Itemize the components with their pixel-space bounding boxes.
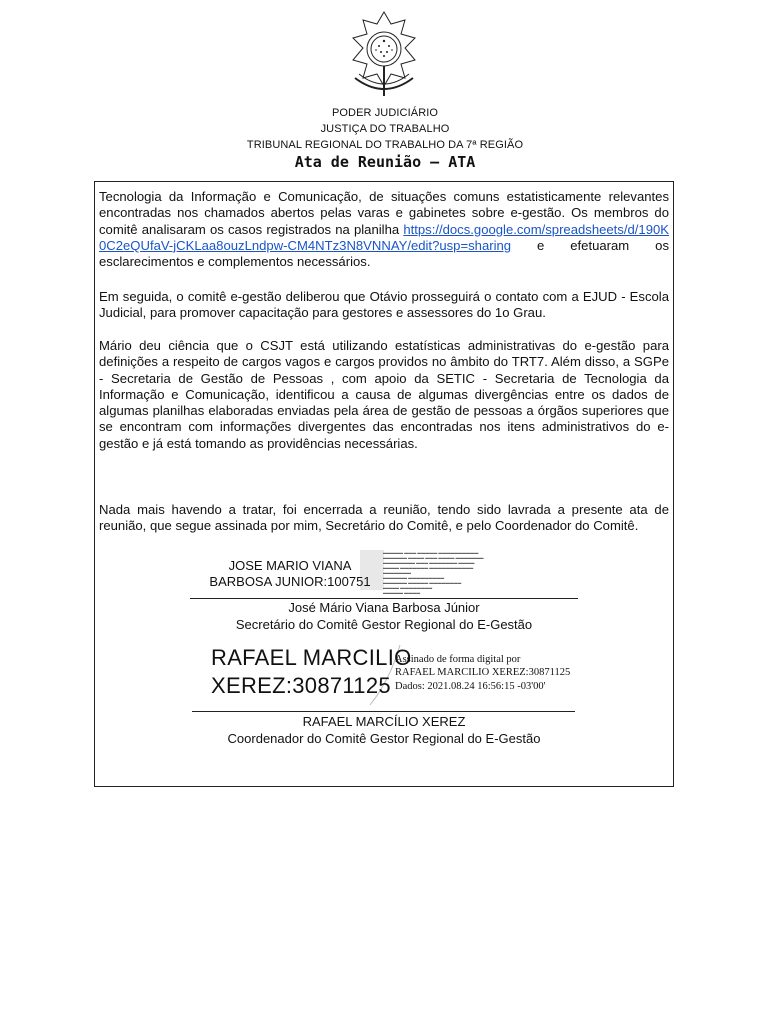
republic-coat-of-arms-seal — [345, 8, 423, 100]
signer-1-digital-name — [200, 558, 380, 590]
signer-1-name: José Mário Viana Barbosa Júnior — [288, 600, 480, 615]
header-judiciary: PODER JUDICIÁRIO — [331, 107, 439, 119]
signer-2-signature-line1: RAFAEL MARCILIO — [211, 645, 412, 670]
spreadsheet-link[interactable]: https://docs.google.com/spreadsheets/d/190K0C2eQUfaV-jCKLaa8ouzLndpw-CM4NTz3N8VNNAY/edit?usp=sharing — [99, 221, 669, 253]
paragraph-1-text: Tecnologia da Informação e Comunicação, de situações comuns estatisticamente relevantes encontradas nos chamados abertos pelas varas e gabinetes sobre e-gestão. Os membros do comitê analisaram os casos registrados na planilha — [99, 189, 669, 237]
paragraph-1-tail: e efetuaram os esclarecimentos e complementos necessários. — [99, 237, 669, 270]
signature-line-1 — [190, 598, 578, 599]
header-labor-justice: JUSTIÇA DO TRABALHO — [320, 123, 450, 135]
signer-1-name-line2: BARBOSA JUNIOR:100751 — [209, 574, 371, 589]
signer-2-name: RAFAEL MARCÍLIO XEREZ — [302, 714, 466, 729]
signer-1-name-line1: JOSE MARIO VIANA — [228, 558, 352, 573]
signer-1-role: Secretário do Comitê Gestor Regional do E-Gestão — [235, 617, 533, 632]
signer-2-role: Coordenador do Comitê Gestor Regional do E-Gestão — [227, 731, 541, 746]
paragraph-2: Em seguida, o comitê e-gestão deliberou que Otávio prosseguirá o contato com a EJUD - Escola Judicial, para promover capacitação para gestores e assessores do 1o Grau. — [99, 289, 669, 321]
signature-line-2 — [192, 711, 575, 712]
paragraph-3: Mário deu ciência que o CSJT está utilizando estatísticas administrativas do e-gestão para definições a respeito de cargos vagos e cargos providos no âmbito do TRT7. Além disso, a SGPe - Secretaria de Gestão de Pessoas , com apoio da SETIC - Secretaria de Tecnologia da Informação e Comunicação, identificou a causa de algumas divergências entre os dados de algumas planilhas elaboradas enviadas pela área de gestão de pessoas a órgãos superiores que se encontram com informações divergentes das encontradas nos itens administrativos do e-gestão e já está tomando as providências necessárias. — [99, 338, 669, 451]
signature-certificate-details: ▬▬▬▬▬ ▬▬▬ ▬▬▬▬▬ ▬▬▬▬▬▬▬▬▬▬ ▬▬▬▬▬▬ ▬▬▬▬ ▬▬▬ ▬▬▬▬ ▬▬▬▬▬▬▬ ▬▬▬▬▬▬▬▬ ▬▬▬ ▬▬▬▬▬▬▬ ▬▬▬▬ ▬▬▬▬ ▬▬▬▬▬▬▬ ▬▬▬▬▬▬▬▬▬▬▬ ▬▬▬▬▬▬▬ ▬▬▬▬▬▬ ▬▬▬▬▬▬▬▬▬ ▬▬▬▬▬▬ ▬▬▬▬▬ ▬▬▬▬▬▬▬▬ ▬▬▬▬ ▬▬▬▬▬▬▬▬ ▬▬▬▬▬ ▬▬▬▬ — [383, 550, 484, 595]
paragraph-1 — [99, 189, 669, 270]
digital-signature-label: Assinado de forma digital por — [395, 654, 521, 665]
header-tribunal: TRIBUNAL REGIONAL DO TRABALHO DA 7ª REGIÃO — [246, 139, 524, 151]
signer-2-signature-line2: XEREZ:30871125 — [211, 673, 391, 698]
digital-signature-date: Dados: 2021.08.24 16:56:15 -03'00' — [395, 681, 546, 692]
document-title: Ata de Reunião – ATA — [294, 153, 476, 171]
digital-signature-signer: RAFAEL MARCILIO XEREZ:30871125 — [395, 667, 571, 678]
paragraph-4: Nada mais havendo a tratar, foi encerrada a reunião, tendo sido lavrada a presente ata de reunião, que segue assinada por mim, Secretário do Comitê, e pelo Coordenador do Comitê. — [99, 502, 669, 534]
